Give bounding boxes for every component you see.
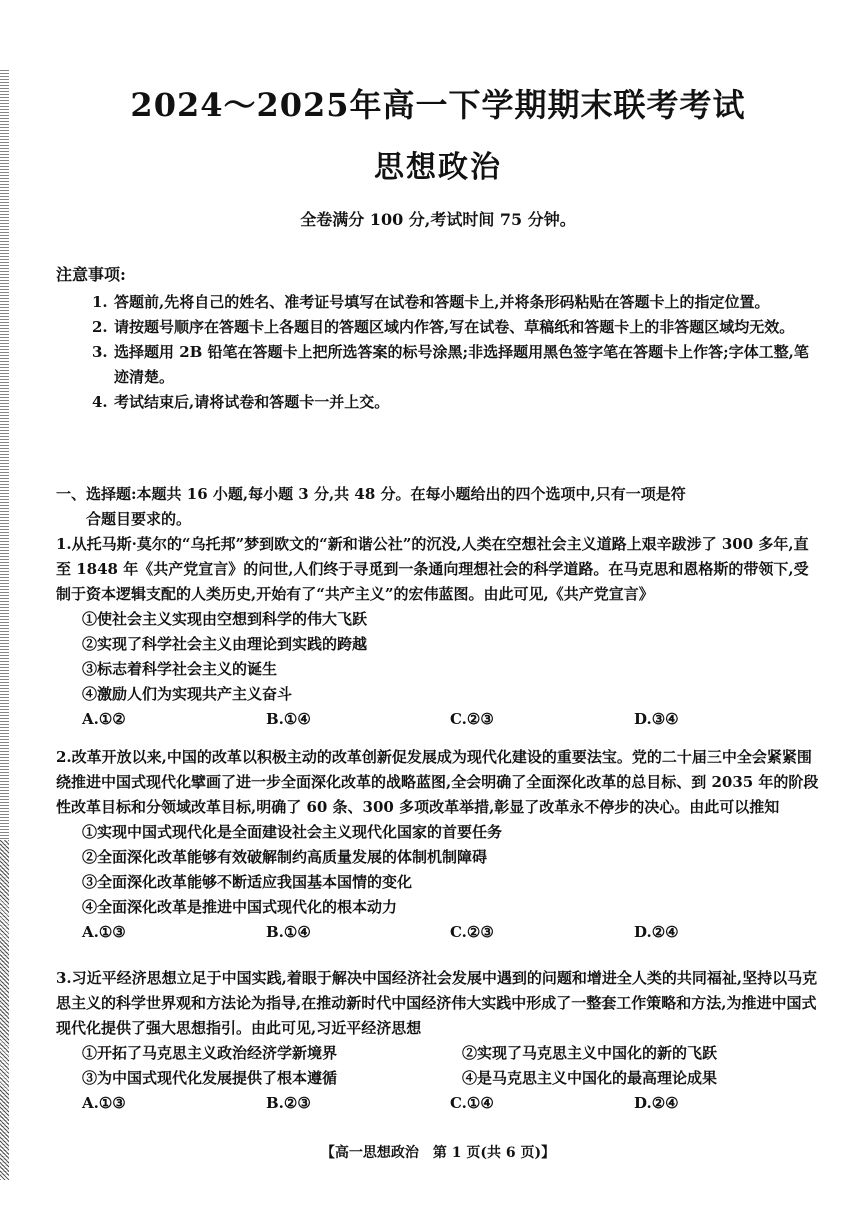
statement-option: ①使社会主义实现由空想到科学的伟大飞跃 <box>82 610 368 628</box>
statement-option: ①开拓了马克思主义政治经济学新境界 <box>82 1044 338 1062</box>
statement-option: ②全面深化改革能够有效破解制约高质量发展的体制机制障碍 <box>82 848 488 866</box>
notes-list <box>92 290 820 415</box>
choice-a: A.①② <box>82 710 126 728</box>
statement-option: ③标志着科学社会主义的诞生 <box>82 660 278 678</box>
choice-b: B.①④ <box>266 710 311 728</box>
note-item <box>92 340 820 390</box>
statement-option: ②实现了科学社会主义由理论到实践的跨越 <box>82 635 368 653</box>
answer-choices <box>56 920 820 945</box>
statement-option: ①实现中国式现代化是全面建设社会主义现代化国家的首要任务 <box>82 823 503 841</box>
section-heading-line1: 一、选择题:本题共 16 小题,每小题 3 分,共 48 分。在每小题给出的四个选项中,只有一项是符 <box>56 485 686 503</box>
notes-heading: 注意事项: <box>56 265 126 284</box>
choice-d: D.③④ <box>634 710 679 728</box>
statement-option: ④是马克思主义中国化的最高理论成果 <box>462 1069 718 1087</box>
statement-option: ④全面深化改革是推进中国式现代化的根本动力 <box>82 898 398 916</box>
section-heading <box>56 482 820 532</box>
question-2 <box>56 745 820 945</box>
statement-option: ③全面深化改革能够不断适应我国基本国情的变化 <box>82 873 413 891</box>
note-text: 选择题用 2B 铅笔在答题卡上把所选答案的标号涂黑;非选择题用黑色签字笔在答题卡上作答;字体工整,笔迹清楚。 <box>114 343 809 386</box>
choice-b: B.①④ <box>266 923 311 941</box>
exam-title: 2024～2025年高一下学期期末联考考试 <box>130 86 746 124</box>
choice-c: C.②③ <box>450 710 494 728</box>
choice-c: C.②③ <box>450 923 494 941</box>
subject-title: 思想政治 <box>374 150 502 185</box>
choice-d: D.②④ <box>634 1094 679 1112</box>
note-text: 请按题号顺序在答题卡上各题目的答题区域内作答,写在试卷、草稿纸和答题卡上的非答题区域均无效。 <box>114 318 795 336</box>
question-stem: 2.改革开放以来,中国的改革以积极主动的改革创新促发展成为现代化建设的重要法宝。党的二十届三中全会紧紧围绕推进中国式现代化擘画了进一步全面深化改革的战略蓝图,全会明确了全面深化改革的总目标、到 2035 年的阶段性改革目标和分领域改革目标,明确了 60 条、300 多项改革举措,彰显了改革永不停步的决心。由此可以推知 <box>56 748 819 816</box>
note-number: 4. <box>92 393 108 411</box>
exam-page <box>56 0 820 1215</box>
statement-option: ②实现了马克思主义中国化的新的飞跃 <box>462 1044 718 1062</box>
question-stem: 3.习近平经济思想立足于中国实践,着眼于解决中国经济社会发展中遇到的问题和增进全人类的共同福祉,坚持以马克思主义的科学世界观和方法论为指导,在推动新时代中国经济伟大实践中形成了一整套工作策略和方法,为推进中国式现代化提供了强大思想指引。由此可见,习近平经济思想 <box>56 969 818 1037</box>
choice-a: A.①③ <box>82 923 126 941</box>
section-heading-line2: 合题目要求的。 <box>86 510 192 528</box>
question-3 <box>56 966 820 1116</box>
note-item <box>92 290 820 315</box>
question-stem: 1.从托马斯·莫尔的“乌托邦”梦到欧文的“新和谐公社”的沉没,人类在空想社会主义道路上艰辛跋涉了 300 多年,直至 1848 年《共产党宣言》的问世,人们终于寻觅到一条通向理想社会的科学道路。在马克思和恩格斯的带领下,受制于资本逻辑支配的人类历史,开始有了“共产主义”的宏伟蓝图。由此可见,《共产党宣言》 <box>56 535 809 603</box>
note-item <box>92 315 820 340</box>
statement-option: ③为中国式现代化发展提供了根本遵循 <box>82 1069 338 1087</box>
choice-c: C.①④ <box>450 1094 494 1112</box>
note-number: 2. <box>92 318 108 336</box>
statement-grid <box>56 1041 820 1091</box>
choice-a: A.①③ <box>82 1094 126 1112</box>
statement-option: ④激励人们为实现共产主义奋斗 <box>82 685 293 703</box>
exam-info: 全卷满分 100 分,考试时间 75 分钟。 <box>300 210 576 229</box>
choice-d: D.②④ <box>634 923 679 941</box>
choice-b: B.②③ <box>266 1094 311 1112</box>
answer-choices <box>56 707 820 732</box>
note-text: 考试结束后,请将试卷和答题卡一并上交。 <box>114 393 390 411</box>
note-number: 1. <box>92 293 108 311</box>
note-item <box>92 390 820 415</box>
note-number: 3. <box>92 343 108 361</box>
page-footer: 【高一思想政治 第 1 页(共 6 页)】 <box>320 1145 556 1161</box>
note-text: 答题前,先将自己的姓名、准考证号填写在试卷和答题卡上,并将条形码粘贴在答题卡上的指定位置。 <box>114 293 770 311</box>
answer-choices <box>56 1091 820 1116</box>
question-1 <box>56 532 820 732</box>
binding-edge-lower <box>0 840 9 1180</box>
